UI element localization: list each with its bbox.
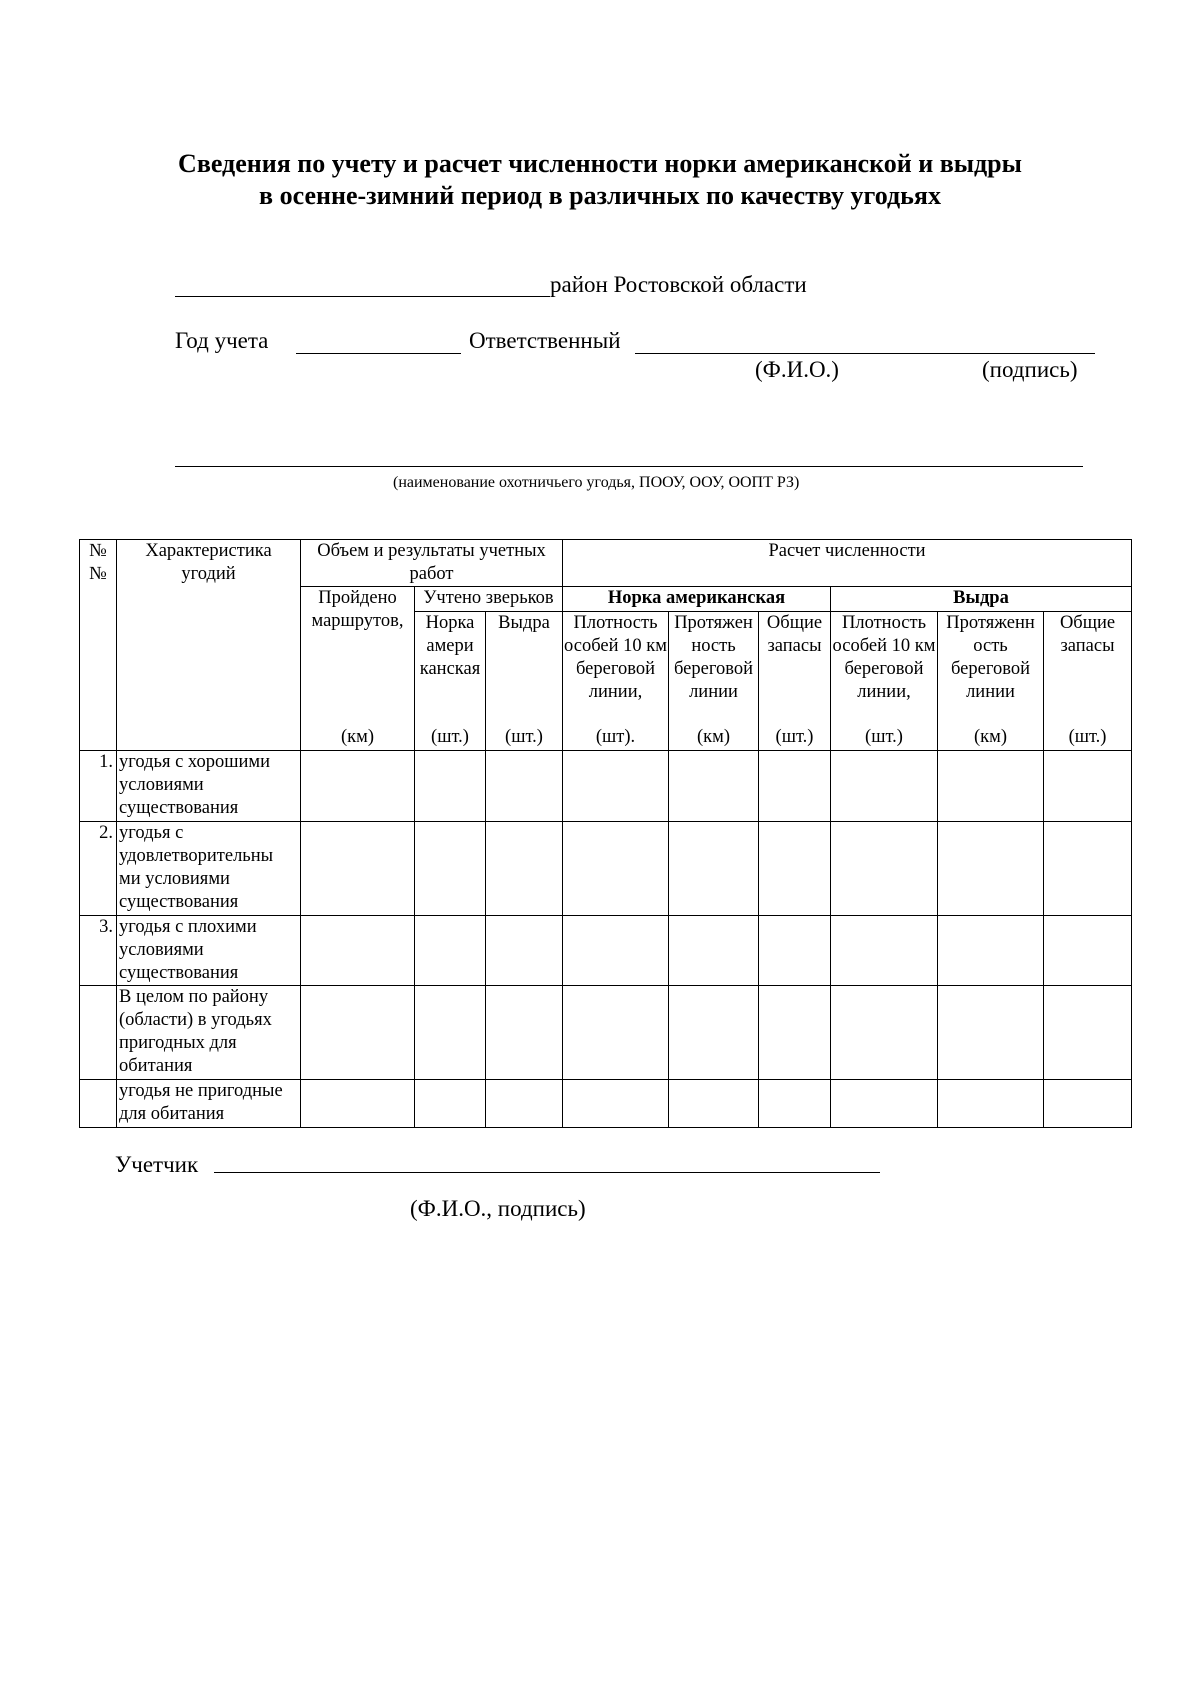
data-cell[interactable] — [415, 1080, 486, 1128]
row-number: 1. — [80, 751, 117, 822]
data-cell[interactable] — [415, 751, 486, 822]
title-line-1: Сведения по учету и расчет численности норки американской и выдры — [178, 149, 1022, 178]
header-otter-counted-label: Выдра — [498, 613, 550, 633]
unit-length-mink: (км) — [696, 727, 731, 747]
area-caption: (наименование охотничьего угодья, ПООУ, ООУ, ООПТ РЗ) — [393, 474, 800, 491]
header-density-otter — [831, 612, 938, 751]
unit-routes: (км) — [340, 727, 375, 747]
year-blank-line — [296, 353, 461, 354]
unit-density-otter: (шт.) — [865, 727, 903, 747]
data-cell[interactable] — [1044, 916, 1132, 986]
data-cell[interactable] — [831, 916, 938, 986]
data-cell[interactable] — [563, 822, 669, 916]
data-cell[interactable] — [669, 1080, 759, 1128]
table-row — [80, 1080, 1132, 1128]
header-length-otter — [938, 612, 1044, 751]
data-cell[interactable] — [938, 822, 1044, 916]
row-label: угодья с хорошими условиями существования — [117, 751, 301, 822]
data-cell[interactable] — [831, 1080, 938, 1128]
header-mink-counted-label: Норка амери канская — [419, 613, 481, 679]
header-density-otter-label: Плотность особей 10 км береговой линии, — [832, 613, 936, 702]
unit-otter-counted: (шт.) — [505, 727, 543, 747]
data-cell[interactable] — [301, 986, 415, 1080]
document-title — [150, 148, 1050, 212]
row-number — [80, 1080, 117, 1128]
data-cell[interactable] — [486, 986, 563, 1080]
data-cell[interactable] — [301, 1080, 415, 1128]
data-cell[interactable] — [486, 916, 563, 986]
header-total-otter-label: Общие запасы — [1059, 613, 1116, 656]
unit-length-otter: (км) — [973, 727, 1008, 747]
data-cell[interactable] — [1044, 1080, 1132, 1128]
data-cell[interactable] — [415, 986, 486, 1080]
data-cell[interactable] — [938, 1080, 1044, 1128]
data-cell[interactable] — [563, 916, 669, 986]
data-cell[interactable] — [563, 751, 669, 822]
header-num: № № — [80, 540, 117, 751]
responsible-label: Ответственный — [469, 328, 621, 353]
data-cell[interactable] — [759, 916, 831, 986]
data-cell[interactable] — [831, 751, 938, 822]
district-suffix: район Ростовской области — [550, 272, 807, 297]
header-total-mink — [759, 612, 831, 751]
data-cell[interactable] — [563, 986, 669, 1080]
header-mink-group: Норка американская — [563, 587, 831, 612]
signature-caption: (подпись) — [982, 357, 1078, 382]
unit-total-otter: (шт.) — [1068, 727, 1107, 747]
table-row — [80, 986, 1132, 1080]
accountant-caption: (Ф.И.О., подпись) — [410, 1196, 586, 1221]
data-cell[interactable] — [415, 822, 486, 916]
data-cell[interactable] — [669, 986, 759, 1080]
data-cell[interactable] — [831, 822, 938, 916]
census-table — [79, 539, 1132, 1128]
row-number — [80, 986, 117, 1080]
unit-density-mink: (шт). — [595, 727, 636, 747]
district-blank-line — [175, 296, 550, 297]
header-routes — [301, 587, 415, 751]
unit-mink-counted: (шт.) — [431, 727, 469, 747]
table-row — [80, 916, 1132, 986]
header-total-mink-label: Общие запасы — [766, 613, 823, 656]
header-otter-group: Выдра — [831, 587, 1132, 612]
table-row — [80, 751, 1132, 822]
header-characteristic: Характеристика угодий — [117, 540, 301, 751]
data-cell[interactable] — [759, 986, 831, 1080]
header-counted: Учтено зверьков — [415, 587, 563, 612]
data-cell[interactable] — [938, 751, 1044, 822]
header-volume: Объем и результаты учетных работ — [301, 540, 563, 587]
data-cell[interactable] — [938, 986, 1044, 1080]
data-cell[interactable] — [1044, 751, 1132, 822]
accountant-label: Учетчик — [115, 1152, 199, 1177]
data-cell[interactable] — [669, 751, 759, 822]
fio-caption: (Ф.И.О.) — [755, 357, 839, 382]
row-label: угодья с удовлетворительны ми условиями существования — [117, 822, 301, 916]
data-cell[interactable] — [1044, 986, 1132, 1080]
header-calc: Расчет численности — [563, 540, 1132, 587]
unit-total-mink: (шт.) — [775, 727, 814, 747]
data-cell[interactable] — [669, 916, 759, 986]
row-label: угодья не пригодные для обитания — [117, 1080, 301, 1128]
header-total-otter — [1044, 612, 1132, 751]
data-cell[interactable] — [759, 822, 831, 916]
header-routes-label: Пройдено маршрутов, — [311, 588, 404, 631]
header-density-mink — [563, 612, 669, 751]
year-label: Год учета — [175, 328, 269, 353]
data-cell[interactable] — [301, 751, 415, 822]
header-density-mink-label: Плотность особей 10 км береговой линии, — [564, 613, 667, 702]
data-cell[interactable] — [831, 986, 938, 1080]
table-row — [80, 822, 1132, 916]
row-number: 2. — [80, 822, 117, 916]
data-cell[interactable] — [759, 1080, 831, 1128]
data-cell[interactable] — [1044, 822, 1132, 916]
area-blank-line — [175, 466, 1083, 467]
data-cell[interactable] — [938, 916, 1044, 986]
data-cell[interactable] — [415, 916, 486, 986]
header-length-otter-label: Протяженн ость береговой линии — [946, 613, 1035, 702]
data-cell[interactable] — [486, 822, 563, 916]
row-label: В целом по району (области) в угодьях пригодных для обитания — [117, 986, 301, 1080]
data-cell[interactable] — [486, 751, 563, 822]
data-cell[interactable] — [486, 1080, 563, 1128]
responsible-blank-line — [635, 353, 1095, 354]
header-length-mink-label: Протяжен ность береговой линии — [674, 613, 753, 702]
header-length-mink — [669, 612, 759, 751]
accountant-blank-line — [214, 1172, 880, 1173]
header-mink-counted — [415, 612, 486, 751]
data-cell[interactable] — [301, 916, 415, 986]
row-label: угодья с плохими условиями существования — [117, 916, 301, 986]
title-line-2: в осенне-зимний период в различных по качеству угодьях — [259, 181, 941, 210]
data-cell[interactable] — [301, 822, 415, 916]
data-cell[interactable] — [759, 751, 831, 822]
data-cell[interactable] — [669, 822, 759, 916]
row-number: 3. — [80, 916, 117, 986]
header-otter-counted — [486, 612, 563, 751]
data-cell[interactable] — [563, 1080, 669, 1128]
